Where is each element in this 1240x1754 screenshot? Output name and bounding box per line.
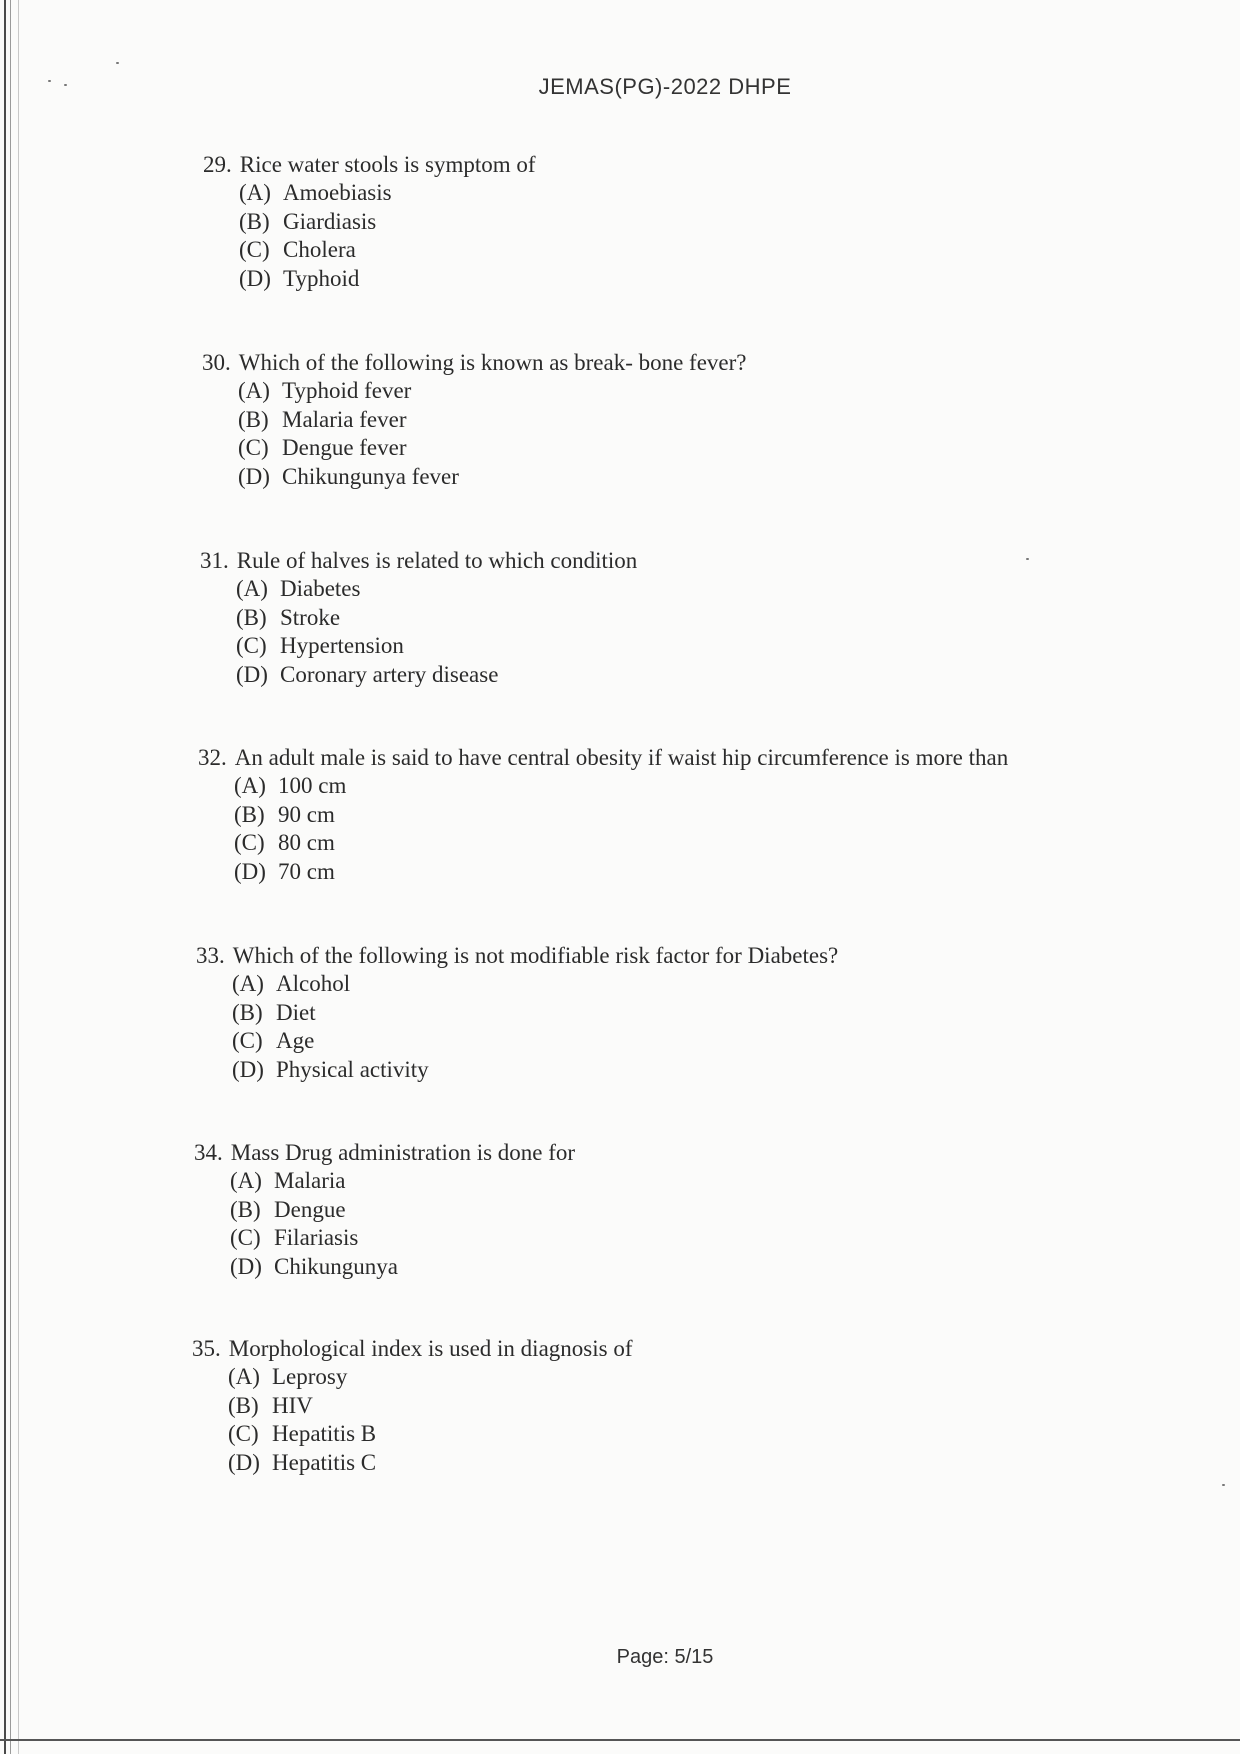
option-letter: (B): [228, 1392, 259, 1418]
question-stem: [200, 546, 637, 575]
question-text: An adult male is said to have central obesity if waist hip circumference is more than: [234, 745, 1009, 770]
option-a: [230, 1167, 575, 1196]
option-text: HIV: [272, 1392, 313, 1418]
question-number: 31.: [200, 548, 229, 573]
option-list: [198, 772, 1008, 887]
option-b: [238, 406, 747, 435]
option-a: [239, 179, 536, 208]
option-d: [236, 661, 637, 690]
option-text: Dengue fever: [282, 435, 407, 461]
option-c: [236, 632, 637, 661]
option-letter: (B): [234, 801, 265, 827]
option-text: Alcohol: [276, 971, 351, 996]
question-stem: [198, 743, 1008, 772]
question-stem: [192, 1334, 633, 1363]
option-letter: (A): [239, 180, 271, 205]
option-text: Diabetes: [280, 576, 361, 601]
option-d: [232, 1056, 838, 1085]
option-list: [194, 1167, 575, 1282]
option-letter: (A): [238, 378, 270, 403]
option-letter: (A): [236, 576, 268, 601]
question-34: [194, 1138, 575, 1282]
option-a: [238, 377, 747, 406]
option-b: [234, 801, 1008, 830]
question-text: Which of the following is not modifiable risk factor for Diabetes?: [232, 943, 839, 968]
option-text: 90 cm: [278, 801, 335, 827]
option-b: [228, 1392, 633, 1421]
question-text: Which of the following is known as break- bone fever?: [238, 350, 747, 375]
option-text: Amoebiasis: [283, 180, 392, 205]
question-number: 32.: [198, 745, 227, 770]
bottom-divider: [0, 1739, 1240, 1741]
scan-edge-artifact: [0, 0, 34, 1754]
option-letter: (C): [234, 830, 265, 856]
option-letter: (C): [238, 435, 269, 461]
option-text: Coronary artery disease: [280, 662, 499, 688]
option-text: Leprosy: [272, 1364, 348, 1389]
question-stem: [196, 941, 838, 970]
question-number: 35.: [192, 1336, 221, 1361]
option-list: [200, 575, 637, 690]
option-text: Filariasis: [274, 1225, 359, 1251]
option-letter: (C): [232, 1028, 263, 1054]
option-letter: (C): [230, 1225, 261, 1251]
question-number: 30.: [202, 350, 231, 375]
option-letter: (B): [239, 208, 270, 234]
question-29: [203, 150, 536, 294]
option-b: [230, 1196, 575, 1225]
question-text: Rice water stools is symptom of: [239, 152, 536, 177]
option-text: Diet: [276, 999, 316, 1025]
option-list: [203, 179, 536, 294]
question-30: [202, 348, 747, 492]
question-35: [192, 1334, 633, 1478]
option-text: 100 cm: [278, 773, 347, 798]
option-d: [234, 858, 1008, 887]
option-d: [228, 1449, 633, 1478]
option-text: Dengue: [274, 1196, 346, 1222]
option-letter: (D): [239, 266, 271, 292]
option-a: [232, 970, 838, 999]
option-c: [232, 1027, 838, 1056]
option-text: Giardiasis: [283, 208, 377, 234]
option-a: [228, 1363, 633, 1392]
question-text: Mass Drug administration is done for: [230, 1140, 576, 1165]
option-letter: (B): [238, 406, 269, 432]
question-text: Morphological index is used in diagnosis of: [228, 1336, 633, 1361]
option-list: [202, 377, 747, 492]
option-c: [230, 1224, 575, 1253]
option-text: Chikungunya: [274, 1254, 398, 1280]
option-a: [236, 575, 637, 604]
option-text: Stroke: [280, 604, 341, 630]
option-letter: (A): [234, 773, 266, 798]
option-d: [239, 265, 536, 294]
option-text: 70 cm: [278, 859, 335, 885]
option-letter: (D): [234, 859, 266, 885]
option-letter: (D): [232, 1057, 264, 1083]
option-text: Malaria fever: [282, 406, 407, 432]
scan-speck: [1026, 558, 1029, 560]
option-text: Typhoid fever: [282, 378, 412, 403]
option-c: [228, 1420, 633, 1449]
option-letter: (A): [228, 1364, 260, 1389]
option-text: Typhoid: [283, 266, 360, 292]
question-33: [196, 941, 838, 1085]
option-letter: (C): [239, 237, 270, 263]
question-number: 33.: [196, 943, 225, 968]
option-letter: (B): [236, 604, 267, 630]
option-letter: (D): [230, 1254, 262, 1280]
option-letter: (C): [228, 1421, 259, 1447]
option-c: [238, 434, 747, 463]
option-c: [234, 829, 1008, 858]
option-letter: (A): [232, 971, 264, 996]
option-letter: (A): [230, 1168, 262, 1193]
option-letter: (D): [228, 1450, 260, 1476]
question-32: [198, 743, 1008, 887]
option-text: Chikungunya fever: [282, 464, 459, 490]
option-letter: (C): [236, 633, 267, 659]
option-text: Hypertension: [280, 633, 404, 659]
question-number: 34.: [194, 1140, 223, 1165]
option-a: [234, 772, 1008, 801]
option-text: Physical activity: [276, 1057, 429, 1083]
option-b: [239, 208, 536, 237]
option-letter: (D): [236, 662, 268, 688]
option-text: Malaria: [274, 1168, 346, 1193]
option-b: [236, 604, 637, 633]
option-text: Hepatitis B: [272, 1421, 377, 1447]
option-list: [196, 970, 838, 1085]
option-text: 80 cm: [278, 830, 335, 856]
option-d: [238, 463, 747, 492]
question-stem: [202, 348, 747, 377]
option-text: Cholera: [283, 237, 356, 263]
option-letter: (D): [238, 464, 270, 490]
option-text: Hepatitis C: [272, 1450, 377, 1476]
option-c: [239, 236, 536, 265]
option-d: [230, 1253, 575, 1282]
page-number: Page: 5/15: [616, 1646, 714, 1668]
scan-speck: [1222, 1484, 1225, 1486]
option-letter: (B): [230, 1196, 261, 1222]
question-number: 29.: [203, 152, 232, 177]
question-stem: [194, 1138, 575, 1167]
page-header: JEMAS(PG)-2022 DHPE: [538, 74, 792, 99]
option-letter: (B): [232, 999, 263, 1025]
scan-speck: [116, 62, 119, 64]
question-stem: [203, 150, 536, 179]
question-31: [200, 546, 637, 690]
option-list: [192, 1363, 633, 1478]
option-b: [232, 999, 838, 1028]
question-text: Rule of halves is related to which condition: [236, 548, 638, 573]
option-text: Age: [276, 1028, 315, 1054]
